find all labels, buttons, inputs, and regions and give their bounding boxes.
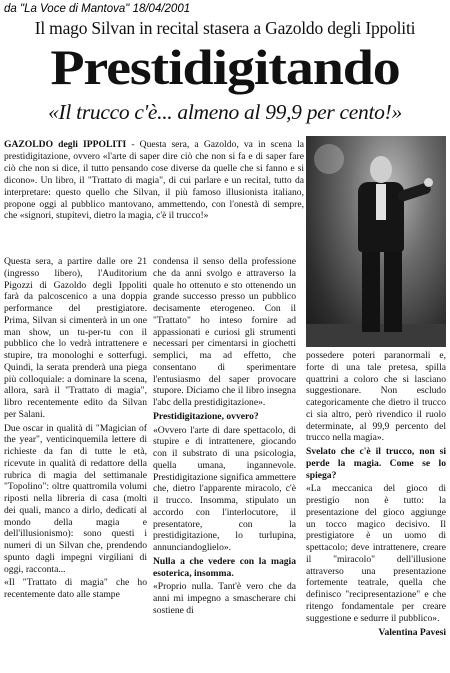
newspaper-source-line: da "La Voce di Mantova" 18/04/2001 bbox=[4, 3, 191, 15]
paragraph: «La meccanica del gioco di prestigio non è tutto: la presentazione del gioco aggiunge un tocco magico decisivo. Il prestigiatore è un uomo di spettacolo; deve intrattenere, creare il "miracolo" dell'illusione attraverso una presentazione fortemente teatrale, quella che definisco "recipresentazione" e che ritengo fondamentale per creare suggestione e sedurre il pubblico». bbox=[306, 483, 446, 624]
article-column-2 bbox=[153, 256, 296, 619]
magician-head bbox=[370, 156, 392, 183]
paragraph: «Ovvero l'arte di dare spettacolo, di stupire e di intrattenere, giocando con il substrato di una psicologia, quella umana, ingannevole. Prestidigitazione significa ammettere che, dietro l'apparente miracolo, c'è il trucco. Insomma, stipulato un accordo con l'interlocutore, il presentatore, con la prestidigitazione, lo turlupina, annunciandoglielo». bbox=[153, 424, 296, 553]
magician-leg-right bbox=[384, 250, 402, 332]
article-column-1 bbox=[4, 256, 147, 603]
headline: Prestidigitando bbox=[50, 39, 400, 95]
paragraph: «Proprio nulla. Tant'è vero che da anni mi impegno a smascherare chi sostiene di bbox=[153, 581, 296, 616]
lead-paragraph bbox=[4, 139, 304, 222]
kicker: Il mago Silvan in recital stasera a Gazoldo degli Ippoliti bbox=[34, 18, 416, 38]
magician-leg-left bbox=[362, 250, 380, 332]
subheadline-quote: «Il trucco c'è... almeno al 99,9 per cento!» bbox=[48, 100, 402, 124]
spotlight-glare bbox=[314, 144, 344, 174]
lead-text: - Questa sera, a Gazoldo, va in scena la prestidigitazione, ovvero «l'arte di saper dire ciò che non si fa e di saper fare ciò che non si dice, il tutto pensando cose diverse da quelle che si fanno e si dicono». Un libro, il "Trattato di magia", di cui parlare e un recital, tutto da interpretare: questo quello che Silvan, il più famoso illusionista italiano, propone oggi al pubblico mantovano, ammettendo, con l'onestà di sempre, che «signori, stupitevi, dietro la magia, c'è il trucco!» bbox=[4, 139, 304, 222]
paragraph: «Il "Trattato di magia" che ho recentemente dato alle stampe bbox=[4, 577, 147, 600]
article-column-3 bbox=[306, 350, 446, 639]
author-signature: Valentina Pavesi bbox=[378, 627, 446, 639]
stage-photo-magician bbox=[306, 136, 446, 347]
paragraph: Questa sera, a partire dalle ore 21 (ingresso libero), l'Auditorium Pigozzi di Gazoldo degli Ippoliti farà da palcoscenico a una doppia performance del prestigiatore. Prima, Silvan si cimenterà in un one man show, un tu-per-tu con il pubblico che lo vedrà intrattenere e stupire, tra monologhi e sotterfugi. Quindi, la serata prenderà una piega più colloquiale: a dominare la scena, allora, sarà il "Trattato di magia", libro recentemente edito da Silvan per Salani. bbox=[4, 256, 147, 420]
paragraph: possedere poteri paranormali e, forte di una tale pretesa, spilla quattrini a coloro che si lasciano suggestionare. Non escludo categoricamente che dietro il trucco ci sia altro, però rivendico il ruolo determinate, al 99,9 percento del trucco nella magia». bbox=[306, 350, 446, 444]
magician-shirt bbox=[376, 184, 386, 220]
interview-question: Svelato che c'è il trucco, non si perde la magia. Come se lo spiega? bbox=[306, 446, 446, 481]
paragraph: condensa il senso della professione che da anni svolgo e attraverso la quale ho ottenuto e sto ottenendo un grande successo presso un pubblico decisamente eterogeneo. Con il "Trattato" ho inteso fornire ad appassionati e curiosi gli strumenti necessari per cimentarsi in giochetti semplici, ma ad effetto, che consentano di sperimentare l'entusiasmo del saper provocare stupore. Diciamo che il libro insegna l'abc della prestidigitazione». bbox=[153, 256, 296, 408]
interview-question: Nulla a che vedere con la magia esoterica, insomma. bbox=[153, 555, 296, 579]
interview-question: Prestidigitazione, ovvero? bbox=[153, 410, 259, 422]
magician-hand bbox=[424, 178, 433, 187]
paragraph: Due oscar in qualità di "Magician of the year", venticinquemila lettere di richieste da fan di tutte le età, ricevute in qualità di redattore della rubrica di magia del settimanale "Topolino": oltre quattromila volumi riposti nella libreria di casa (molti dei quali, manco a dirlo, dedicati al mondo della magia e dell'illusionismo): sono questi i numeri di un Silvan che, prendendo spunto dagli impegni virgiliani di oggi, racconta... bbox=[4, 422, 147, 575]
dateline-place: GAZOLDO degli IPPOLITI bbox=[4, 139, 127, 150]
